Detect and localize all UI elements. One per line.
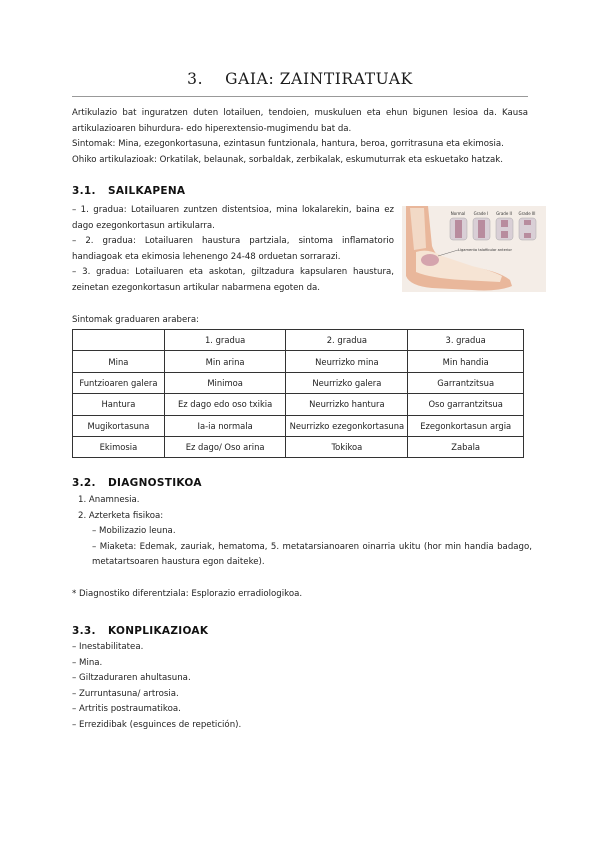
table-cell: Neurrizko mina: [286, 351, 408, 372]
list-item: 2. Azterketa fisikoa:: [78, 510, 164, 521]
section-heading-classification: [72, 185, 185, 197]
intro-definition: Artikulazio bat inguratzen duten lotailuen, tendoien, muskuluen eta ehun bigunen lesioa da. Kausa artikulazioaren bihurdura- edo hiperextensio-mugimendu bat da.: [72, 108, 528, 134]
table-cell: Ekimosia: [73, 436, 165, 457]
table-header-cell: 1. gradua: [164, 330, 286, 351]
table-cell: Hantura: [73, 394, 165, 415]
table-header-cell: 2. gradua: [286, 330, 408, 351]
table-cell: Ez dago/ Oso arina: [164, 436, 286, 457]
table-header-cell: 3. gradua: [408, 330, 524, 351]
title-number: 3.: [187, 70, 204, 88]
table-cell: Neurrizko galera: [286, 372, 408, 393]
figure-label-grade-3: Grade III: [518, 211, 536, 216]
list-item: 1. Anamnesia.: [78, 495, 140, 505]
ligament-highlight: [421, 254, 439, 266]
symptoms-by-grade-table: [72, 329, 524, 458]
table-cell: Neurrizko ezegonkortasuna: [286, 415, 408, 436]
figure-label-normal: Normal: [450, 211, 466, 216]
section-heading-complications: [72, 625, 208, 637]
section-title: DIAGNOSTIKOA: [108, 477, 202, 489]
table-cell: Neurrizko hantura: [286, 394, 408, 415]
grade-3-text: – 3. gradua: Lotailuaren eta askotan, giltzadura kapsularen haustura, zeinetan ezegonkortasun artikular nabarmena egoten da.: [72, 267, 394, 293]
table-row: [73, 436, 524, 457]
ankle-illustration: [402, 206, 546, 292]
table-cell: Ezegonkortasun argia: [408, 415, 524, 436]
list-item: – Artritis postraumatikoa.: [72, 704, 181, 715]
diagnosis-list: [72, 493, 532, 571]
list-subitem: – Miaketa: Edemak, zauriak, hematoma, 5. metatarsianoaren oinarria ukitu (hor min handia badago, metatartsoaren haustura egon daiteke).: [92, 541, 532, 568]
table-cell: Funtzioaren galera: [73, 372, 165, 393]
complications-list: [72, 640, 241, 734]
section-number: 3.3.: [72, 625, 96, 637]
table-cell: Ez dago edo oso txikia: [164, 394, 286, 415]
table-header-cell: [73, 330, 165, 351]
figure-caption: Ligamento talofibular anterior: [458, 248, 512, 252]
section-title: KONPLIKAZIOAK: [108, 625, 209, 637]
figure-label-grade-2: Grade II: [496, 211, 512, 216]
table-cell: Zabala: [408, 436, 524, 457]
list-item: – Giltzaduraren ahultasuna.: [72, 673, 191, 684]
ankle-ligament-figure: [402, 206, 546, 292]
table-cell: Mina: [73, 351, 165, 372]
section-number: 3.2.: [72, 477, 96, 489]
figure-label-grade-1: Grade I: [473, 211, 489, 216]
differential-diagnosis-note: * Diagnostiko diferentziala: Esplorazio erradiologikoa.: [72, 589, 303, 599]
intro-joints: Ohiko artikulazioak: Orkatilak, belaunak, sorbaldak, zerbikalak, eskumuturrak eta eskuetako hatzak.: [72, 154, 503, 165]
table-cell: Minimoa: [164, 372, 286, 393]
grade-1-text: – 1. gradua: Lotailuaren zuntzen distentsioa, mina lokalarekin, baina ez dago ezegonkortasun artikularra.: [72, 205, 394, 231]
grades-block: [72, 203, 394, 297]
title-underline: [72, 96, 528, 97]
table-row: [73, 372, 524, 393]
list-item: – Inestabilitatea.: [72, 642, 144, 652]
table-header-row: [73, 330, 524, 351]
list-item: – Mina.: [72, 657, 103, 668]
intro-symptoms: Sintomak: Mina, ezegonkortasuna, ezintasun funtzionala, hantura, beroa, gorritrasuna eta ekimosia.: [72, 139, 504, 150]
page-title: [0, 70, 600, 88]
title-text: GAIA: ZAINTIRATUAK: [225, 70, 413, 88]
table-cell: Min arina: [164, 351, 286, 372]
table-row: [73, 394, 524, 415]
table-cell: Min handia: [408, 351, 524, 372]
table-row: [73, 351, 524, 372]
list-subitem: – Mobilizazio leuna.: [92, 526, 176, 537]
section-number: 3.1.: [72, 185, 96, 197]
table-cell: Mugikortasuna: [73, 415, 165, 436]
section-heading-diagnosis: [72, 477, 202, 489]
table-cell: Tokikoa: [286, 436, 408, 457]
list-item: – Errezidibak (esguinces de repetición).: [72, 719, 242, 730]
intro-block: [72, 106, 528, 168]
table-caption: Sintomak graduaren arabera:: [72, 315, 199, 325]
table-row: [73, 415, 524, 436]
list-item: – Zurruntasuna/ artrosia.: [72, 688, 179, 699]
table-cell: Ia-ia normala: [164, 415, 286, 436]
section-title: SAILKAPENA: [108, 185, 186, 197]
table-cell: Garrantzitsua: [408, 372, 524, 393]
grade-2-text: – 2. gradua: Lotailuaren haustura partziala, sintoma inflamatorio handiagoak eta ekimosia lehenengo 24-48 orduetan sorrarazi.: [72, 236, 394, 262]
table-cell: Oso garrantzitsua: [408, 394, 524, 415]
